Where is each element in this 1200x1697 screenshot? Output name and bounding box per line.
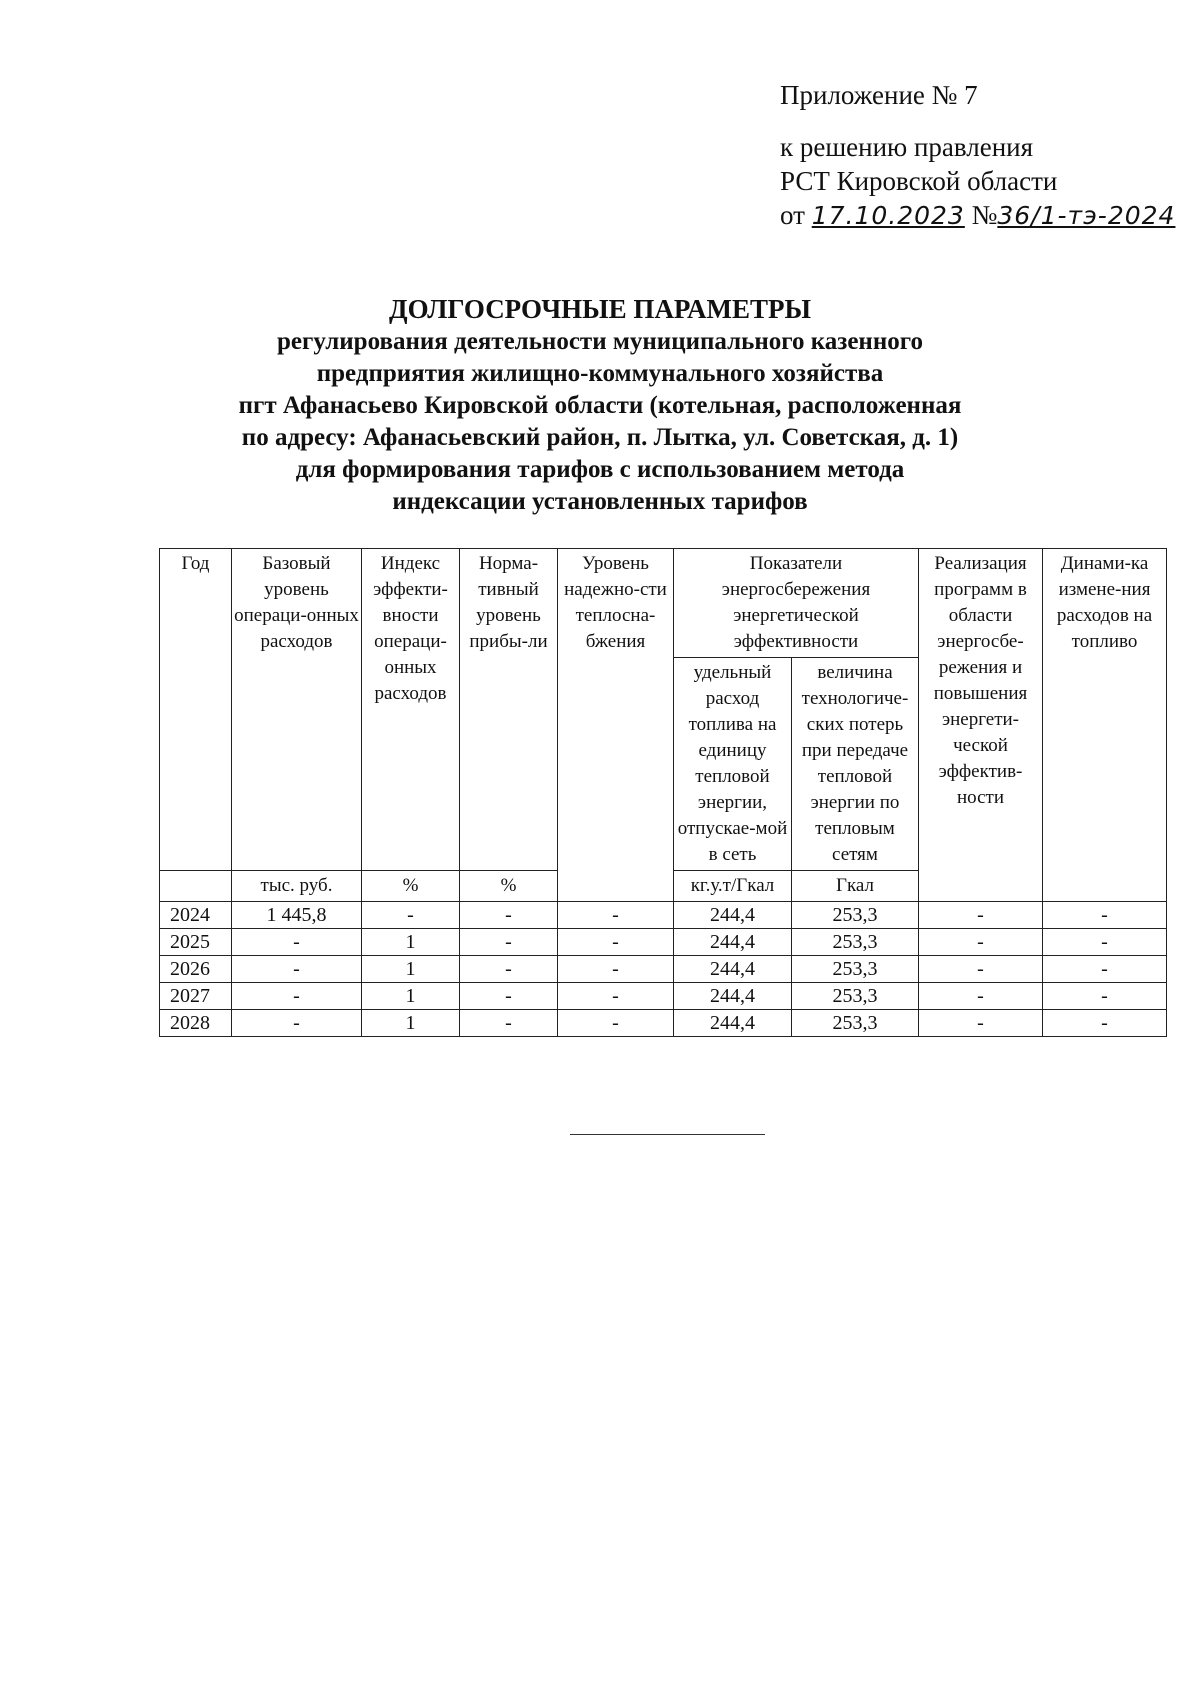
cell-programs: - xyxy=(919,902,1043,929)
cell-fuel: 244,4 xyxy=(674,956,792,983)
header-fuel-dynamics: Динами-ка измене-ния расходов на топливо xyxy=(1043,549,1167,902)
cell-dynamics: - xyxy=(1043,1010,1167,1037)
cell-index: - xyxy=(362,902,460,929)
cell-year: 2026 xyxy=(160,956,232,983)
cell-dynamics: - xyxy=(1043,983,1167,1010)
header-programs: Реализация программ в области энергосбе-режения и повышения энергети-ческой эффектив-ности xyxy=(919,549,1043,902)
table-row xyxy=(160,956,1167,983)
cell-reliability: - xyxy=(558,956,674,983)
header-row-1 xyxy=(160,549,1167,658)
header-base-level: Базовый уровень операци-онных расходов xyxy=(232,549,362,871)
table-row xyxy=(160,983,1167,1010)
cell-profit: - xyxy=(460,902,558,929)
cell-base: - xyxy=(232,1010,362,1037)
header-energy-group: Показатели энергосбережения энергетической эффективности xyxy=(674,549,919,658)
cell-reliability: - xyxy=(558,1010,674,1037)
parameters-table xyxy=(159,548,1167,1037)
cell-programs: - xyxy=(919,1010,1043,1037)
handwritten-date: 17.10.2023 xyxy=(811,201,965,230)
cell-base: 1 445,8 xyxy=(232,902,362,929)
cell-dynamics: - xyxy=(1043,956,1167,983)
cell-fuel: 244,4 xyxy=(674,902,792,929)
number-prefix: № xyxy=(971,200,998,230)
header-efficiency-index: Индекс эффекти-вности операци-онных расходов xyxy=(362,549,460,871)
cell-losses: 253,3 xyxy=(792,983,919,1010)
cell-fuel: 244,4 xyxy=(674,929,792,956)
appendix-line-decision: к решению правления xyxy=(780,132,1034,162)
table-row xyxy=(160,1010,1167,1037)
unit-base-level: тыс. руб. xyxy=(232,871,362,902)
header-year: Год xyxy=(160,549,232,871)
cell-losses: 253,3 xyxy=(792,956,919,983)
cell-base: - xyxy=(232,929,362,956)
cell-reliability: - xyxy=(558,929,674,956)
cell-year: 2027 xyxy=(160,983,232,1010)
cell-year: 2025 xyxy=(160,929,232,956)
cell-index: 1 xyxy=(362,929,460,956)
cell-programs: - xyxy=(919,956,1043,983)
appendix-line-authority: РСТ Кировской области xyxy=(780,166,1058,196)
unit-profit-level: % xyxy=(460,871,558,902)
cell-losses: 253,3 xyxy=(792,1010,919,1037)
cell-year: 2028 xyxy=(160,1010,232,1037)
title-main: ДОЛГОСРОЧНЫЕ ПАРАМЕТРЫ xyxy=(389,294,811,324)
date-prefix: от xyxy=(780,200,805,230)
header-losses: величина технологиче-ских потерь при передаче тепловой энергии по тепловым сетям xyxy=(792,658,919,871)
cell-dynamics: - xyxy=(1043,902,1167,929)
table-row xyxy=(160,929,1167,956)
title-line-3: пгт Афанасьево Кировской области (котельная, расположенная xyxy=(238,392,962,419)
cell-index: 1 xyxy=(362,956,460,983)
header-profit-level: Норма-тивный уровень прибы-ли xyxy=(460,549,558,871)
cell-base: - xyxy=(232,956,362,983)
cell-fuel: 244,4 xyxy=(674,983,792,1010)
cell-losses: 253,3 xyxy=(792,929,919,956)
cell-dynamics: - xyxy=(1043,929,1167,956)
cell-losses: 253,3 xyxy=(792,902,919,929)
cell-reliability: - xyxy=(558,902,674,929)
cell-fuel: 244,4 xyxy=(674,1010,792,1037)
title-line-1: регулирования деятельности муниципального казенного xyxy=(277,328,923,355)
cell-profit: - xyxy=(460,983,558,1010)
cell-base: - xyxy=(232,983,362,1010)
cell-profit: - xyxy=(460,956,558,983)
unit-efficiency-index: % xyxy=(362,871,460,902)
cell-index: 1 xyxy=(362,1010,460,1037)
appendix-title: Приложение № 7 xyxy=(780,80,978,110)
handwritten-number: 36/1-тэ-2024 xyxy=(997,201,1176,230)
cell-index: 1 xyxy=(362,983,460,1010)
cell-reliability: - xyxy=(558,983,674,1010)
table-row xyxy=(160,902,1167,929)
header-reliability: Уровень надежно-сти теплосна-бжения xyxy=(558,549,674,902)
unit-year xyxy=(160,871,232,902)
cell-profit: - xyxy=(460,929,558,956)
title-line-5: для формирования тарифов с использованием метода xyxy=(295,456,905,483)
title-line-4: по адресу: Афанасьевский район, п. Лытка, ул. Советская, д. 1) xyxy=(241,424,959,451)
appendix-block xyxy=(780,78,1176,233)
title-line-2: предприятия жилищно-коммунального хозяйства xyxy=(316,360,884,387)
appendix-date-line xyxy=(780,198,1176,233)
title-line-6: индексации установленных тарифов xyxy=(392,488,808,515)
cell-programs: - xyxy=(919,983,1043,1010)
cell-profit: - xyxy=(460,1010,558,1037)
document-title xyxy=(150,293,1050,518)
cell-programs: - xyxy=(919,929,1043,956)
unit-losses: Гкал xyxy=(792,871,919,902)
cell-year: 2024 xyxy=(160,902,232,929)
footer-divider xyxy=(570,1134,765,1135)
header-fuel-rate: удельный расход топлива на единицу тепловой энергии, отпускае-мой в сеть xyxy=(674,658,792,871)
unit-fuel-rate: кг.у.т/Гкал xyxy=(674,871,792,902)
